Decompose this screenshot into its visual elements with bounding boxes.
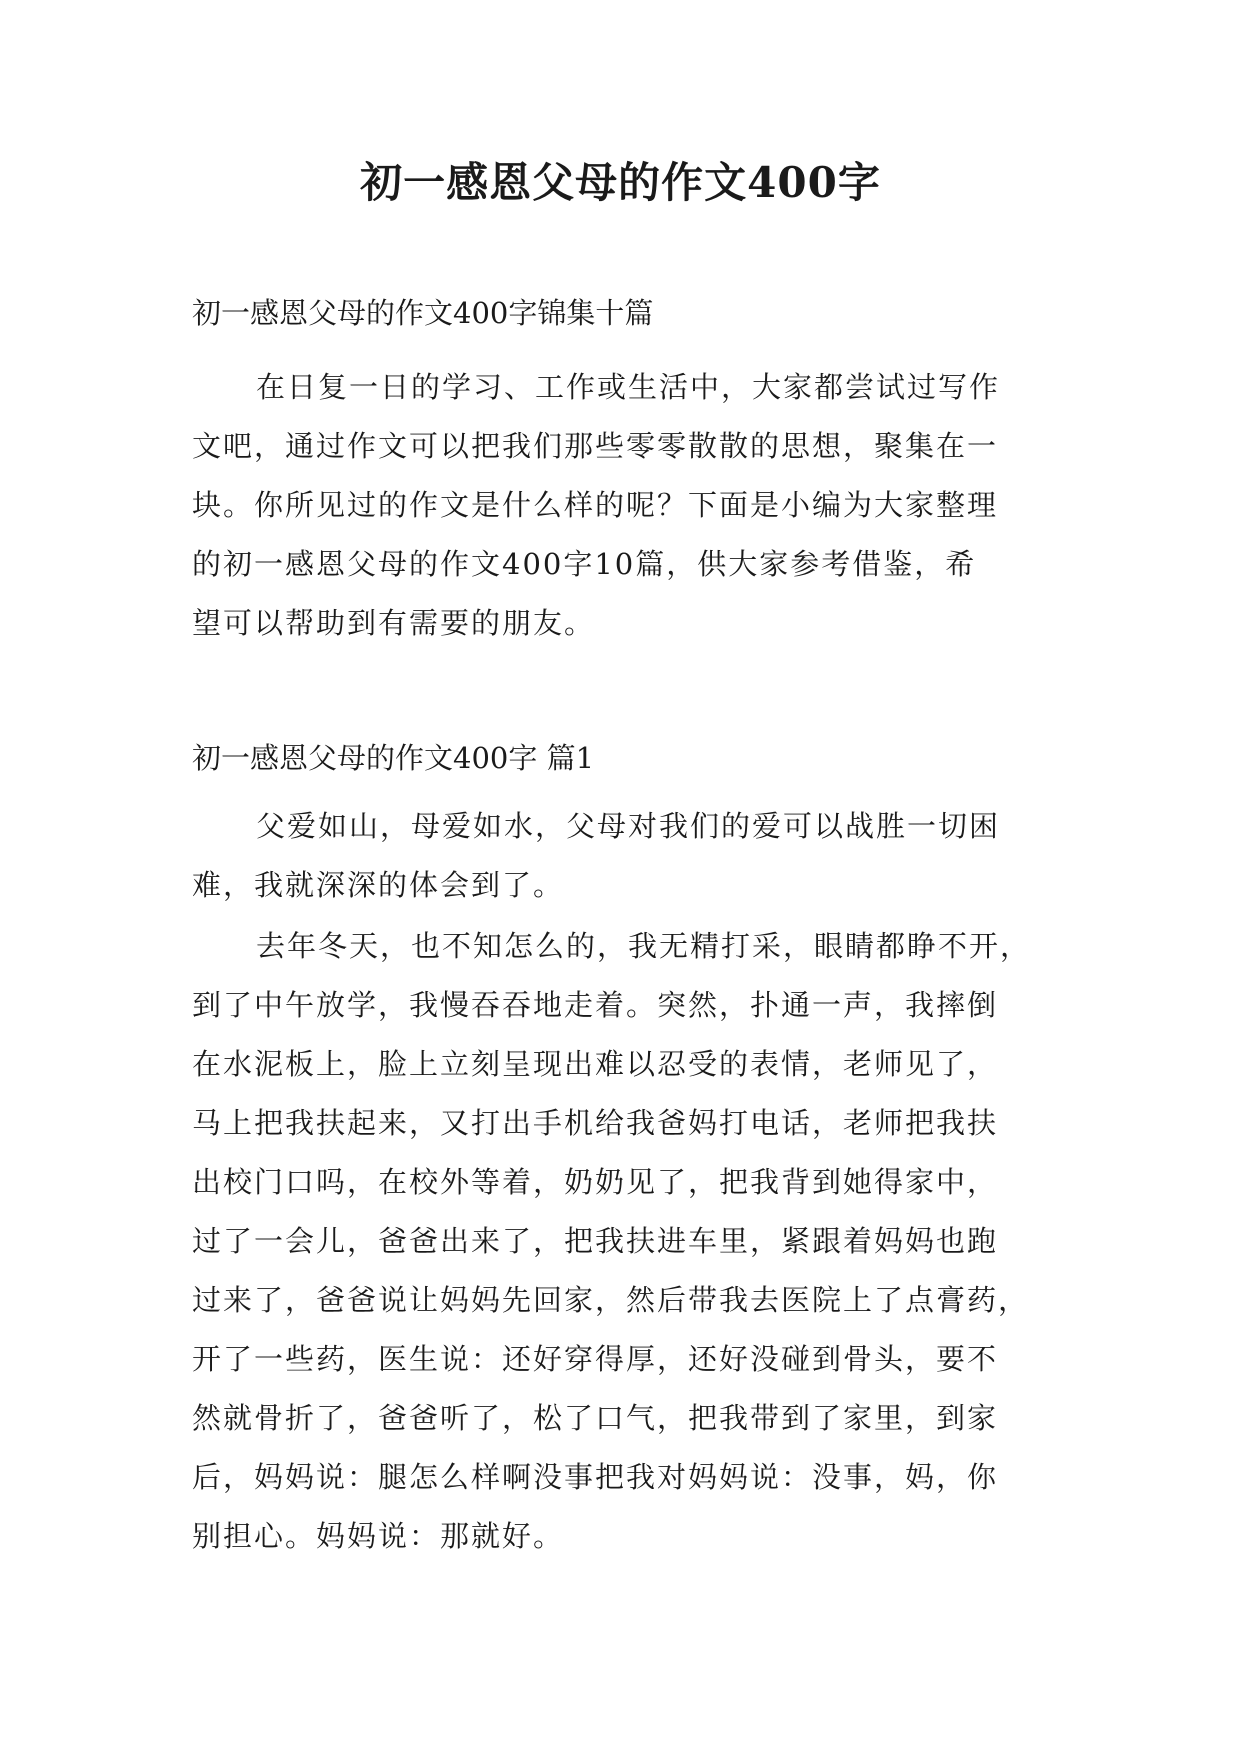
intro-paragraph xyxy=(192,358,1054,653)
body-line: 去年冬天，也不知怎么的，我无精打采，眼睛都睁不开， xyxy=(256,929,1032,963)
document-title: 初一感恩父母的作文400字 xyxy=(360,158,881,207)
body-line: 在水泥板上，脸上立刻呈现出难以忍受的表情，老师见了， xyxy=(192,1047,999,1081)
intro-line: 在日复一日的学习、工作或生活中，大家都尝试过写作 xyxy=(256,370,1001,404)
body-line: 出校门口吗，在校外等着，奶奶见了，把我背到她得家中， xyxy=(192,1165,999,1199)
body-line: 过来了，爸爸说让妈妈先回家，然后带我去医院上了点膏药， xyxy=(192,1283,1030,1317)
body-line: 难，我就深深的体会到了。 xyxy=(192,868,565,902)
body-line: 父爱如山，母爱如水，父母对我们的爱可以战胜一切困 xyxy=(256,809,1001,843)
body-line: 过了一会儿，爸爸出来了，把我扶进车里，紧跟着妈妈也跑 xyxy=(192,1224,999,1258)
body-paragraph-2 xyxy=(192,917,1054,1566)
section-heading: 初一感恩父母的作文400字 篇1 xyxy=(192,741,595,775)
body-line: 马上把我扶起来，又打出手机给我爸妈打电话，老师把我扶 xyxy=(192,1106,999,1140)
body-line: 别担心。妈妈说：那就好。 xyxy=(192,1519,565,1553)
intro-line: 的初一感恩父母的作文400字10篇，供大家参考借鉴，希 xyxy=(192,547,977,581)
body-line: 然就骨折了，爸爸听了，松了口气，把我带到了家里，到家 xyxy=(192,1401,999,1435)
intro-line: 望可以帮助到有需要的朋友。 xyxy=(192,606,596,640)
intro-line: 文吧，通过作文可以把我们那些零零散散的思想，聚集在一 xyxy=(192,429,999,463)
body-line: 后，妈妈说：腿怎么样啊没事把我对妈妈说：没事，妈，你 xyxy=(192,1460,999,1494)
intro-line: 块。你所见过的作文是什么样的呢？下面是小编为大家整理 xyxy=(192,488,999,522)
body-line: 开了一些药，医生说：还好穿得厚，还好没碰到骨头，要不 xyxy=(192,1342,999,1376)
body-line: 到了中午放学，我慢吞吞地走着。突然，扑通一声，我摔倒 xyxy=(192,988,999,1022)
document-subtitle: 初一感恩父母的作文400字锦集十篇 xyxy=(192,296,654,330)
body-paragraph-1 xyxy=(192,797,1054,915)
